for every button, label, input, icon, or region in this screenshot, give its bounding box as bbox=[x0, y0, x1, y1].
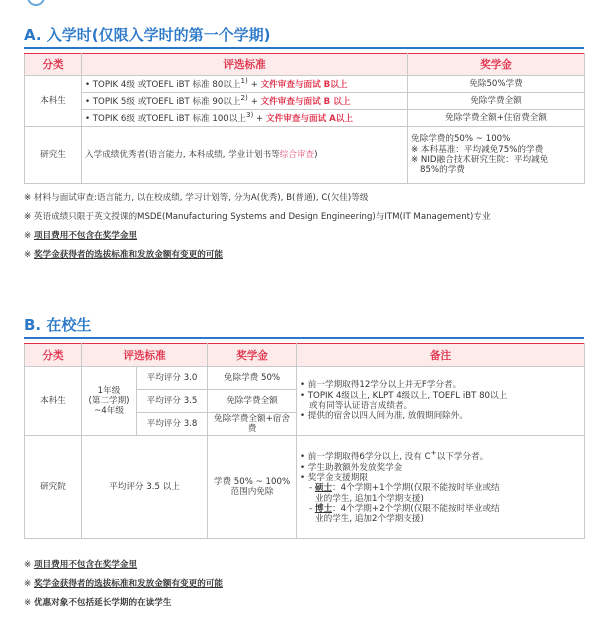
gpa-cell: 平均评分 3.5 bbox=[137, 390, 208, 413]
table-row bbox=[25, 367, 585, 390]
note: ※ 材料与面试审查:语言能力, 以在校成绩, 学习计划等, 分为A(优秀), B(普通), C(欠佳)等级 bbox=[24, 193, 369, 203]
award-cell: 免除学费的50% ~ 100% ※ 本科基准：平均减免75%的学费 ※ NID融合技术研究生院：平均减免 85%的学费 bbox=[408, 127, 585, 184]
header-criteria: 评选标准 bbox=[82, 344, 208, 367]
award-cell: 免除学费全额 bbox=[408, 93, 585, 110]
section-b-title: B. 在校生 bbox=[24, 316, 92, 334]
category-graduate: 研究院 bbox=[25, 436, 82, 539]
award-cell: 免除学费全额 bbox=[208, 390, 297, 413]
header-category: 分类 bbox=[25, 54, 82, 76]
header-scholarship: 奖学金 bbox=[408, 54, 585, 76]
award-cell: 免除学费全额+宿舍费 bbox=[208, 413, 297, 436]
entrance-scholarship-table bbox=[24, 53, 585, 184]
category-graduate: 研究生 bbox=[25, 127, 82, 184]
section-b-notes bbox=[24, 556, 594, 613]
section-a-title: A. 入学时(仅限入学时的第一个学期) bbox=[24, 26, 271, 44]
header-category: 分类 bbox=[25, 344, 82, 367]
note: ※ 项目费用不包含在奖学金里 bbox=[24, 231, 138, 241]
criteria-cell: • TOPIK 5级 或TOEFL iBT 标准 90以上$^{2)}$ + 文件审查与面试 B 以上 bbox=[82, 93, 408, 110]
award-cell: 免除学费 50% bbox=[208, 367, 297, 390]
table-header-row bbox=[25, 54, 585, 76]
section-a-notes bbox=[24, 189, 594, 265]
gpa-cell: 平均评分 3.0 bbox=[137, 367, 208, 390]
section-a-rule bbox=[24, 47, 584, 49]
criteria-cell: • TOPIK 6级 或TOEFL iBT 标准 100以上$^{3)}$ + 文件审查与面试 A以上 bbox=[82, 110, 408, 127]
criteria-cell: • TOPIK 4级 或TOEFL iBT 标准 80以上$^{1)}$ + 文件审查与面试 B以上 bbox=[82, 76, 408, 93]
remarks-cell: • 前一学期取得6学分以上, 没有 C+以下学分者。 • 学生助教额外发放奖学金 • 奖学金支援期限 - 硕士：4个学期+1个学期(仅限不能按时毕业或结 业的学生, 追加1个学期支援) - 博士：4个学期+2个学期(仅限不能按时毕业或结 业的学生, 追加2个学期支援) bbox=[297, 436, 585, 539]
table-row bbox=[25, 76, 585, 93]
award-cell: 免除50%学费 bbox=[408, 76, 585, 93]
header-criteria: 评选标准 bbox=[82, 54, 408, 76]
header-remarks: 备注 bbox=[297, 344, 585, 367]
category-undergrad: 本科生 bbox=[25, 76, 82, 127]
table-row bbox=[25, 110, 585, 127]
gpa-cell: 平均评分 3.8 bbox=[137, 413, 208, 436]
section-b-rule bbox=[24, 337, 584, 339]
header-scholarship: 奖学金 bbox=[208, 344, 297, 367]
category-undergrad: 本科生 bbox=[25, 367, 82, 436]
note: ※ 奖学金获得者的选拔标准和发放金额有变更的可能 bbox=[24, 250, 224, 260]
criteria-cell: 入学成绩优秀者(语言能力, 本科成绩, 学业计划书等综合审查) bbox=[82, 127, 408, 184]
criteria-cell: 平均评分 3.5 以上 bbox=[82, 436, 208, 539]
note: ※ 优惠对象不包括延长学期的在读学生 bbox=[24, 598, 172, 608]
remarks-cell: • 前一学期取得12学分以上并无F学分者。 • TOPIK 4级以上, KLPT 4级以上, TOEFL iBT 80以上 或有同等认证语言成绩者。 • 提供的宿舍以四人间为准, 放假期间除外。 bbox=[297, 367, 585, 436]
note: ※ 英语成绩只限于英文授课的MSDE(Manufacturing Systems and Design Engineering)与ITM(IT Management)专业 bbox=[24, 212, 491, 222]
award-cell: 免除学费全额+住宿费全额 bbox=[408, 110, 585, 127]
table-row bbox=[25, 436, 585, 539]
table-row bbox=[25, 93, 585, 110]
table-header-row bbox=[25, 344, 585, 367]
section-icon bbox=[27, 0, 45, 6]
table-row bbox=[25, 127, 585, 184]
grade-range: 1年级 (第二学期) ~4年级 bbox=[82, 367, 137, 436]
note: ※ 奖学金获得者的选拔标准和发放金额有变更的可能 bbox=[24, 579, 224, 589]
note: ※ 项目费用不包含在奖学金里 bbox=[24, 560, 138, 570]
current-student-scholarship-table bbox=[24, 343, 585, 539]
award-cell: 学费 50% ~ 100% 范围内免除 bbox=[208, 436, 297, 539]
